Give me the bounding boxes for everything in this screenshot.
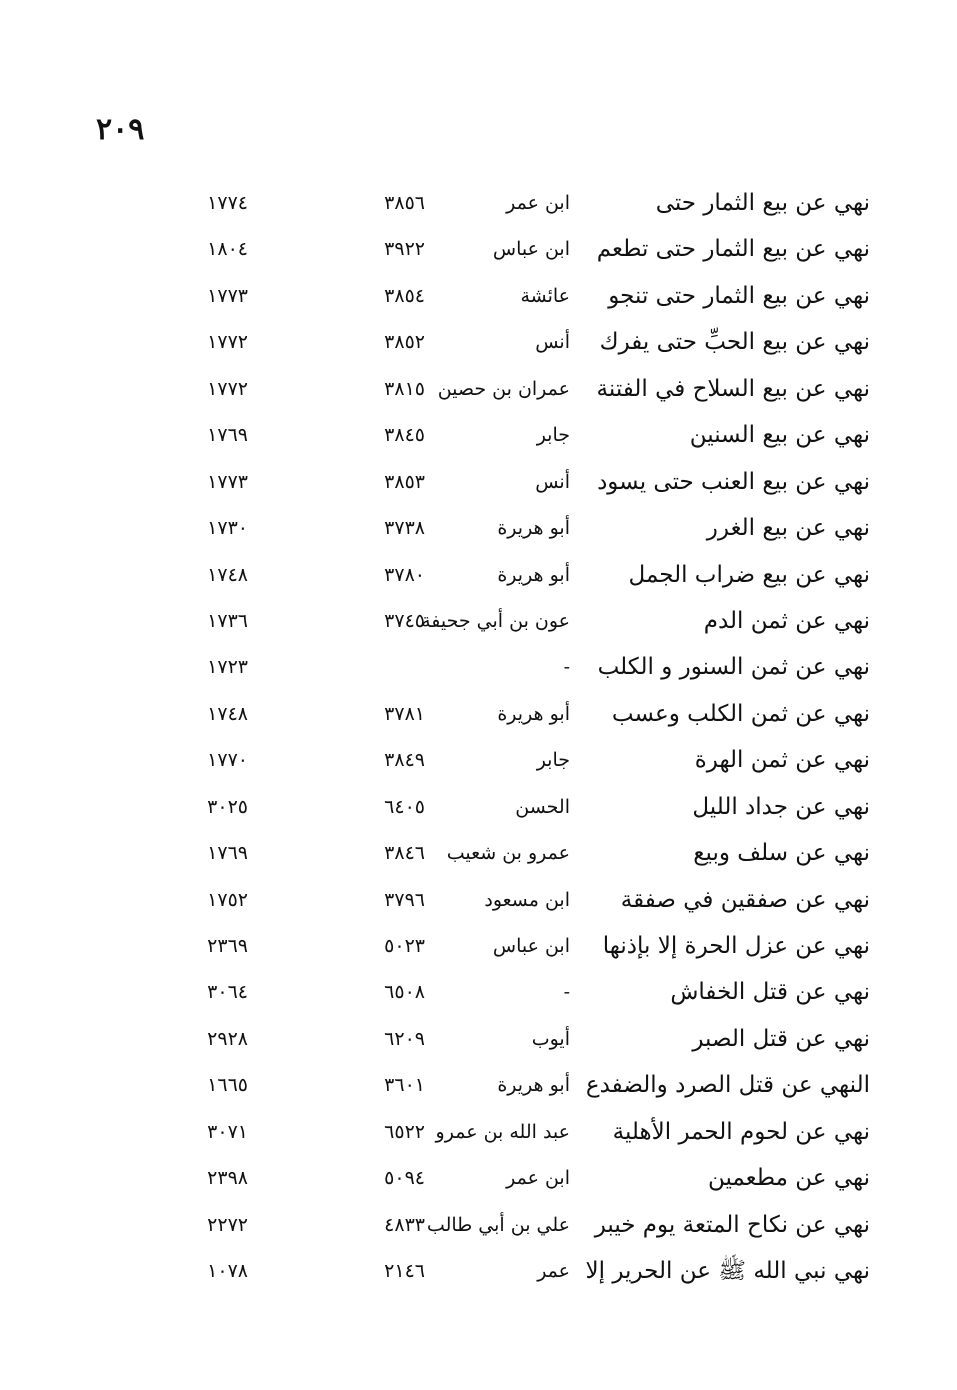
table-row [170, 1202, 880, 1248]
row-narrator: ابن مسعود [484, 888, 570, 911]
row-hadith-number: ٣٩٢٢ [384, 238, 425, 261]
row-hadith-number: ٦٢٠٩ [384, 1027, 425, 1050]
table-row [170, 1062, 880, 1108]
row-page-number: ٣٠٧١ [207, 1120, 248, 1143]
row-narrator: عمر [537, 1260, 570, 1283]
row-page-number: ١٧٣٠ [207, 517, 248, 540]
row-narrator: عبد الله بن عمرو [435, 1120, 570, 1143]
row-page-number: ١٧٢٣ [207, 656, 248, 679]
row-page-number: ١٧٧٤ [207, 192, 248, 214]
row-page-number: ٣٠٦٤ [207, 981, 248, 1004]
row-hadith-number: ٦٥٢٢ [384, 1120, 425, 1143]
row-page-number: ١٠٧٨ [207, 1260, 248, 1283]
row-topic: نهي عن بيع العنب حتى يسود [597, 468, 870, 495]
row-topic: نهي عن جداد الليل [692, 793, 870, 820]
row-narrator: أبو هريرة [497, 702, 570, 725]
table-row [170, 412, 880, 458]
table-row [170, 691, 880, 737]
row-hadith-number: ٣٨٤٦ [384, 842, 425, 865]
row-narrator: أبو هريرة [497, 1074, 570, 1097]
row-topic: نهي عن قتل الخفاش [670, 979, 870, 1006]
table-row [170, 1016, 880, 1062]
row-page-number: ١٨٠٤ [207, 238, 248, 261]
row-topic: نهي عن بيع الثمار حتى تنجو [608, 282, 870, 309]
row-narrator: ابن عباس [492, 935, 570, 957]
row-topic: نهي عن ثمن السنور و الكلب [597, 654, 870, 681]
table-row [170, 877, 880, 923]
row-hadith-number: ٣٨١٥ [384, 377, 425, 400]
row-topic: نهي عن بيع ضراب الجمل [628, 561, 870, 588]
row-topic: نهي عن بيع الغرر [706, 515, 870, 542]
row-topic: نهي عن نكاح المتعة يوم خيبر [594, 1211, 870, 1238]
row-page-number: ٢٣٦٩ [207, 935, 248, 957]
table-row [170, 459, 880, 505]
row-topic: نهي عن عزل الحرة إلا بإذنها [602, 933, 870, 959]
row-page-number: ١٧٦٩ [207, 424, 248, 447]
row-topic: نهي عن بيع الحبِّ حتى يفرك [599, 329, 870, 356]
row-page-number: ٢٩٢٨ [207, 1027, 248, 1050]
row-hadith-number: ٣٧٨١ [384, 702, 425, 725]
row-topic: نهي عن لحوم الحمر الأهلية [612, 1118, 870, 1145]
row-narrator: أنس [535, 470, 570, 493]
row-narrator: ابن عمر [506, 192, 570, 214]
row-hadith-number: ٢١٤٦ [384, 1260, 425, 1283]
page-number: ٢٠٩ [96, 112, 145, 147]
row-hadith-number: ٣٨٤٥ [384, 424, 425, 447]
row-narrator: ابن عمر [506, 1167, 570, 1190]
row-topic: نهي عن بيع الثمار حتى تطعم [596, 236, 870, 263]
table-row [170, 969, 880, 1015]
table-row [170, 180, 880, 226]
row-hadith-number: ٤٨٣٣ [384, 1213, 425, 1236]
row-page-number: ١٧٤٨ [207, 702, 248, 725]
row-page-number: ١٧٧٠ [207, 749, 248, 772]
row-hadith-number: ٥٠٢٣ [384, 935, 425, 957]
row-topic: نهي عن ثمن الدم [703, 607, 870, 634]
row-page-number: ١٧٦٩ [207, 842, 248, 865]
row-narrator: الحسن [515, 795, 570, 818]
table-row [170, 366, 880, 412]
row-narrator: أنس [535, 331, 570, 354]
row-hadith-number: ٦٥٠٨ [384, 981, 425, 1004]
row-narrator: عائشة [520, 284, 570, 307]
row-hadith-number: ٣٨٤٩ [384, 749, 425, 772]
row-narrator: جابر [536, 424, 570, 447]
row-page-number: ١٧٣٦ [207, 609, 248, 632]
row-narrator: - [563, 981, 570, 1004]
row-hadith-number: ٣٨٥٣ [384, 470, 425, 493]
row-narrator: أيوب [531, 1027, 570, 1050]
row-hadith-number: ٣٨٥٢ [384, 331, 425, 354]
row-page-number: ١٧٧٢ [207, 377, 248, 400]
row-hadith-number: ٣٦٠١ [384, 1074, 425, 1097]
row-topic: نهي نبي الله ﷺ عن الحرير إلا [585, 1258, 870, 1285]
row-hadith-number: ٣٨٥٤ [384, 284, 425, 307]
table-row [170, 1155, 880, 1201]
row-hadith-number: ٥٠٩٤ [384, 1167, 425, 1190]
row-topic: نهي عن بيع السنين [689, 422, 870, 449]
row-hadith-number: ٦٤٠٥ [384, 795, 425, 818]
row-hadith-number: ٣٨٥٦ [384, 192, 425, 214]
table-row [170, 784, 880, 830]
row-hadith-number: ٣٧٤٥ [384, 609, 425, 632]
row-page-number: ١٧٥٢ [207, 888, 248, 911]
table-row [170, 226, 880, 272]
row-topic: نهي عن سلف وبيع [693, 840, 870, 867]
row-narrator: - [563, 656, 570, 679]
row-topic: النهي عن قتل الصرد والضفدع [585, 1072, 870, 1099]
row-narrator: عون بن أبي جحيفة [421, 609, 570, 632]
table-row [170, 552, 880, 598]
row-page-number: ٢٢٧٢ [207, 1213, 248, 1236]
row-narrator: عمرو بن شعيب [446, 842, 570, 865]
table-row [170, 505, 880, 551]
row-topic: نهي عن ثمن الهرة [694, 747, 870, 774]
hadith-index-table [170, 180, 880, 1295]
row-topic: نهي عن بيع السلاح في الفتنة [596, 375, 870, 402]
table-row [170, 830, 880, 876]
row-topic: نهي عن بيع الثمار حتى [655, 190, 870, 216]
row-narrator: علي بن أبي طالب [426, 1213, 570, 1236]
table-row [170, 273, 880, 319]
row-page-number: ١٧٧٢ [207, 331, 248, 354]
row-narrator: عمران بن حصين [437, 377, 570, 400]
row-page-number: ٢٣٩٨ [207, 1167, 248, 1190]
row-page-number: ١٦٦٥ [207, 1074, 248, 1097]
row-narrator: جابر [536, 749, 570, 772]
table-row [170, 737, 880, 783]
row-topic: نهي عن صفقين في صفقة [620, 886, 870, 913]
table-row [170, 598, 880, 644]
table-row [170, 923, 880, 969]
row-topic: نهي عن مطعمين [707, 1165, 870, 1192]
table-row [170, 1109, 880, 1155]
row-page-number: ١٧٧٣ [207, 470, 248, 493]
row-page-number: ٣٠٢٥ [207, 795, 248, 818]
row-page-number: ١٧٤٨ [207, 563, 248, 586]
row-hadith-number: ٣٧٣٨ [384, 517, 425, 540]
row-hadith-number: ٣٧٨٠ [384, 563, 425, 586]
row-topic: نهي عن قتل الصبر [692, 1025, 870, 1052]
row-page-number: ١٧٧٣ [207, 284, 248, 307]
table-row [170, 644, 880, 690]
row-topic: نهي عن ثمن الكلب وعسب [611, 700, 870, 727]
row-narrator: أبو هريرة [497, 563, 570, 586]
table-row [170, 1248, 880, 1294]
row-hadith-number: ٣٧٩٦ [384, 888, 425, 911]
table-row [170, 319, 880, 365]
row-narrator: ابن عباس [492, 238, 570, 261]
row-narrator: أبو هريرة [497, 517, 570, 540]
